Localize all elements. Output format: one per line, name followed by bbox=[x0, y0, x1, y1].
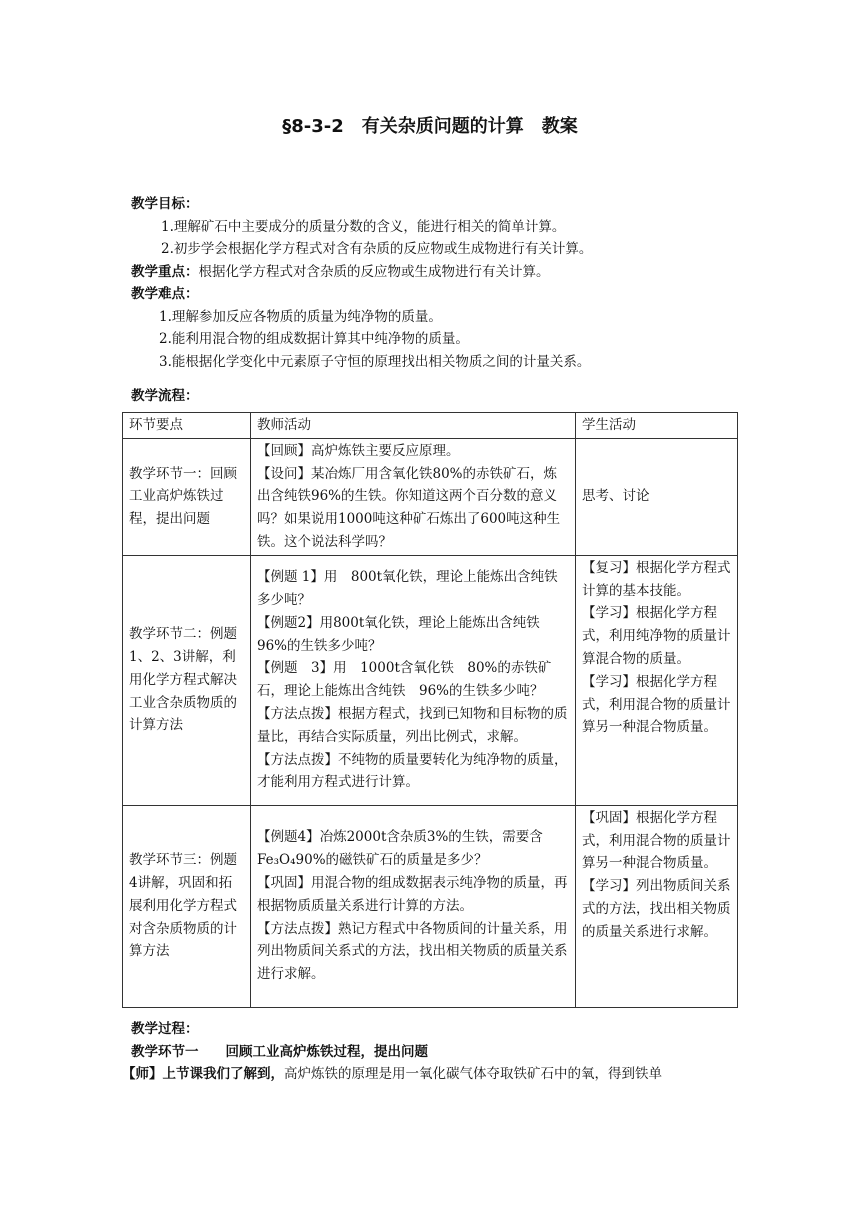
goal-item: 2.初步学会根据化学方程式对含有杂质的反应物或生成物进行有关计算。 bbox=[161, 241, 593, 257]
student-line: 思考、讨论 bbox=[582, 488, 650, 505]
difficulty-item: 1.理解参加反应各物质的质量为纯净物的质量。 bbox=[159, 308, 442, 325]
difficulty-heading: 教学难点： bbox=[131, 286, 199, 302]
point-cell: 教学环节二：例题1、2、3讲解，利用化学方程式解决工业含杂质物质的计算方法 bbox=[123, 555, 251, 805]
flow-table bbox=[122, 412, 738, 1008]
teacher-cell bbox=[251, 438, 576, 555]
teacher-cell bbox=[251, 805, 576, 1007]
header-cell: 教师活动 bbox=[251, 413, 576, 439]
flow-heading: 教学流程： bbox=[131, 388, 199, 404]
teacher-paragraph-text: 高炉炼铁的原理是用一氧化碳气体夺取铁矿石中的氧，得到铁单 bbox=[284, 1066, 662, 1082]
student-cell bbox=[576, 438, 738, 555]
student-cell bbox=[576, 805, 738, 1007]
teacher-tag: 【师】上节课我们了解到， bbox=[122, 1066, 284, 1082]
goals-section bbox=[131, 193, 751, 373]
difficulty-item: 2.能利用混合物的组成数据计算其中纯净物的质量。 bbox=[159, 331, 469, 347]
header-cell: 环节要点 bbox=[123, 413, 251, 439]
key-text: 根据化学方程式对含杂质的反应物或生成物进行有关计算。 bbox=[198, 263, 550, 280]
point-cell: 教学环节一：回顾工业高炉炼铁过程，提出问题 bbox=[123, 438, 251, 555]
section1-heading: 教学环节一 回顾工业高炉炼铁过程，提出问题 bbox=[131, 1043, 428, 1060]
header-cell: 学生活动 bbox=[576, 413, 738, 439]
teacher-line: 【例题2】用800t氧化铁，理论上能炼出含纯铁96%的生铁多少吨？ bbox=[257, 614, 540, 654]
page-title: §8-3-2 有关杂质问题的计算 教案 bbox=[282, 116, 578, 137]
teacher-line: 【回顾】高炉炼铁主要反应原理。 bbox=[257, 442, 460, 459]
student-line: 【学习】列出物质间关系式的方法，找出相关物质的质量关系进行求解。 bbox=[582, 878, 731, 940]
key-heading: 教学重点： bbox=[131, 263, 199, 280]
student-line: 【复习】根据化学方程式计算的基本技能。 bbox=[582, 559, 731, 599]
teacher-paragraph bbox=[122, 1063, 742, 1086]
teacher-line: 【方法点拨】根据方程式，找到已知物和目标物的质量比，再结合实际质量，列出比例式，求解。 bbox=[257, 706, 568, 745]
teacher-line: 【例题 1】用 800t氧化铁，理论上能炼出含纯铁多少吨？ bbox=[257, 569, 558, 609]
process-heading: 教学过程： bbox=[131, 1021, 199, 1037]
teacher-line: 【例题 3】用 1000t含氧化铁 80%的赤铁矿石，理论上能炼出含纯铁 96%的生铁多少吨？ bbox=[257, 660, 552, 700]
point-cell: 教学环节三：例题4讲解，巩固和拓展利用化学方程式对含杂质物质的计算方法 bbox=[123, 805, 251, 1007]
teacher-cell bbox=[251, 555, 576, 805]
student-line: 【学习】根据化学方程式，利用纯净物的质量计算混合物的质量。 bbox=[582, 605, 731, 667]
student-cell bbox=[576, 555, 738, 805]
process-section bbox=[131, 1018, 751, 1063]
student-line: 【学习】根据化学方程式，利用混合物的质量计算另一种混合物质量。 bbox=[582, 673, 731, 736]
goal-item: 1.理解矿石中主要成分的质量分数的含义，能进行相关的简单计算。 bbox=[161, 218, 566, 235]
table-row bbox=[123, 438, 738, 555]
table-header-row bbox=[123, 413, 738, 439]
key-point-line bbox=[131, 261, 751, 284]
teacher-line: 【方法点拨】不纯物的质量要转化为纯净物的质量，才能利用方程式进行计算。 bbox=[257, 751, 568, 791]
teacher-line: 【方法点拨】熟记方程式中各物质间的计量关系，用列出物质间关系式的方法，找出相关物质的质量关系进行求解。 bbox=[257, 920, 568, 983]
table-row bbox=[123, 805, 738, 1007]
teacher-line: 【例题4】冶炼2000t含杂质3%的生铁，需要含Fe₃O₄90%的磁铁矿石的质量是多少？ bbox=[257, 829, 543, 869]
difficulty-item: 3.能根据化学变化中元素原子守恒的原理找出相关物质之间的计量关系。 bbox=[159, 353, 591, 370]
student-line: 【巩固】根据化学方程式，利用混合物的质量计算另一种混合物质量。 bbox=[582, 809, 731, 872]
teacher-line: 【设问】某冶炼厂用含氧化铁80%的赤铁矿石，炼出含纯铁96%的生铁。你知道这两个百分数的意义吗？如果说用1000吨这种矿石炼出了600吨这种生铁。这个说法科学吗？ bbox=[257, 465, 561, 550]
teacher-line: 【巩固】用混合物的组成数据表示纯净物的质量，再根据物质质量关系进行计算的方法。 bbox=[257, 875, 568, 914]
goals-heading: 教学目标： bbox=[131, 196, 199, 212]
table-row bbox=[123, 555, 738, 805]
